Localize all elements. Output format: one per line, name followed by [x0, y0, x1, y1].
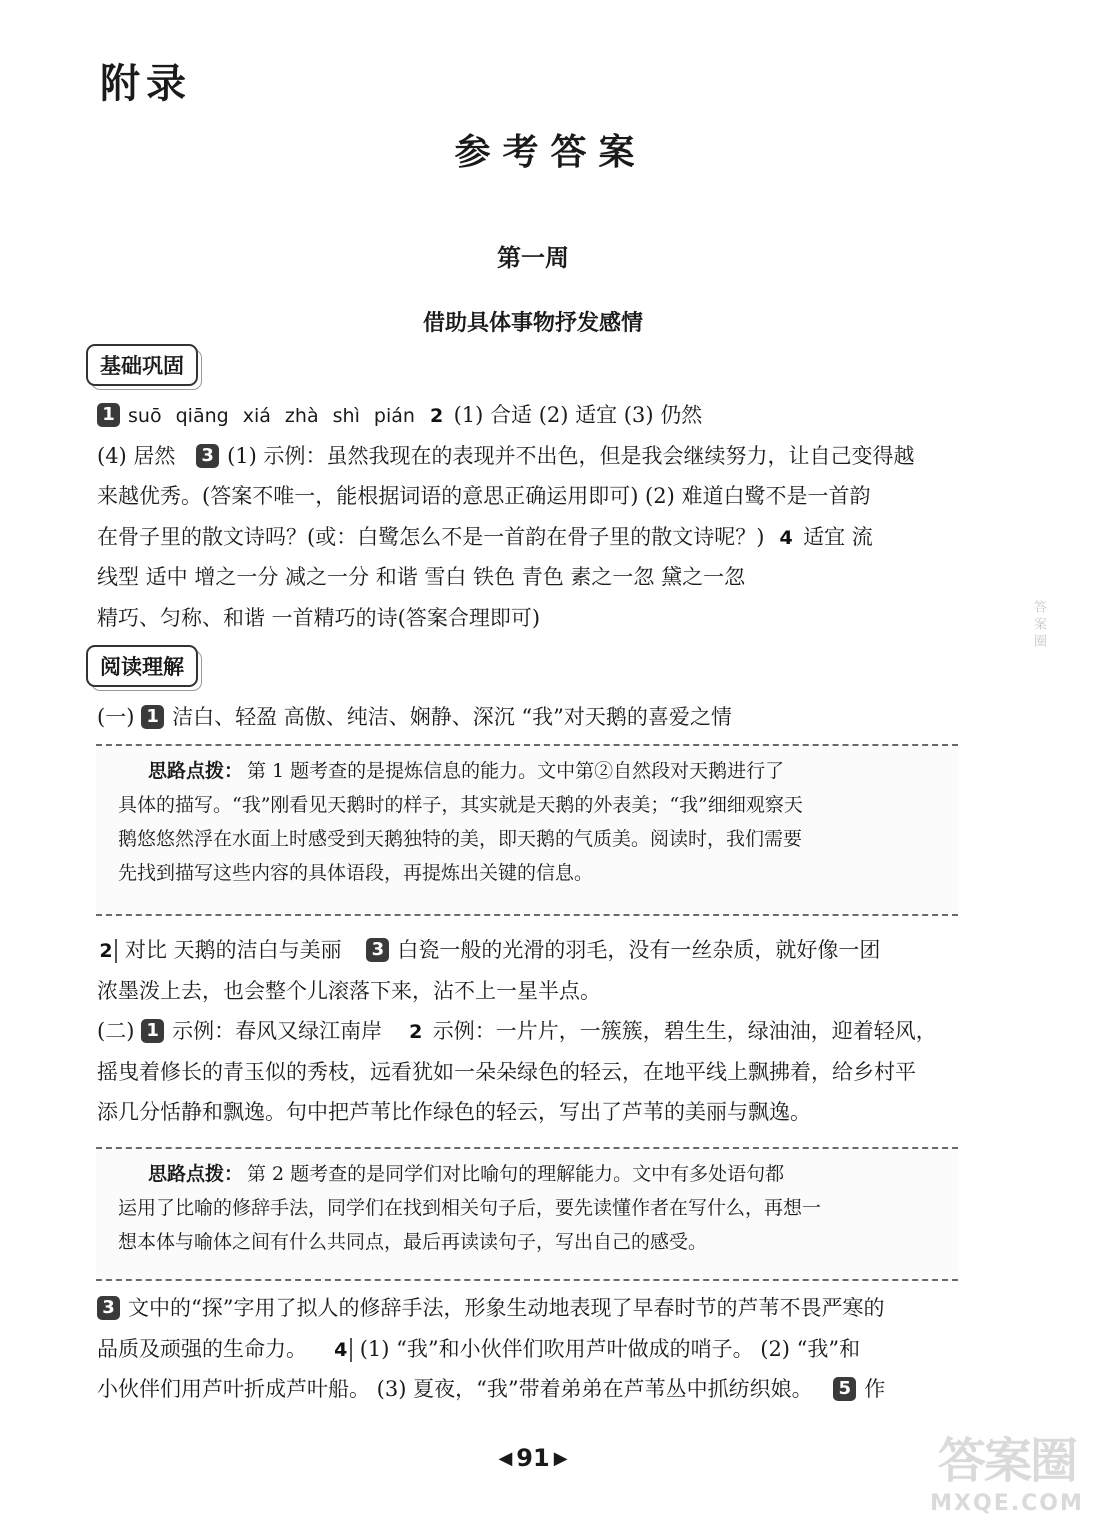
appendix-title: 附录 [100, 61, 192, 107]
question-number-badge: 3 [97, 1296, 120, 1320]
answer-line: 线型 适中 增之一分 减之一分 和谐 雪白 铁色 青色 素之一忽 黛之一忽 [97, 565, 746, 590]
section-tag-basic: 基础巩固 [86, 344, 198, 386]
answer-text: 白瓷一般的光滑的羽毛，没有一丝杂质，就好像一团 [397, 938, 881, 962]
tip-text: 第 1 题考查的是提炼信息的能力。文中第②自然段对天鹅进行了 [247, 760, 785, 782]
question-number: 2 [407, 1020, 425, 1044]
tip-line: 运用了比喻的修辞手法，同学们在找到相关句子后，要先读懂作者在写什么，再想一 [118, 1197, 822, 1219]
watermark-logo-text: 答案圈 [937, 1433, 1076, 1489]
question-number: 4 [777, 526, 795, 550]
unit-heading: 借助具体事物抒发感情 [422, 311, 643, 336]
answer-text: 作 [864, 1377, 886, 1402]
answer-line: 摇曳着修长的青玉似的秀枝，远看犹如一朵朵绿色的轻云，在地平线上飘拂着，给乡村平 [97, 1059, 916, 1084]
tip-label: 思路点拨： [148, 760, 244, 782]
question-number-badge: 1 [97, 403, 120, 427]
answer-text: 品质及顽强的生命力。 [97, 1336, 307, 1361]
question-number: 4 [332, 1338, 352, 1362]
reading-part-two-cont [97, 1288, 969, 1410]
question-number-badge: 1 [141, 705, 164, 729]
basic-answers [97, 395, 969, 639]
tip-text: 第 2 题考查的是同学们对比喻句的理解能力。文中有多处语句都 [247, 1163, 785, 1185]
margin-watermark: 答案圈 [1031, 600, 1046, 651]
answer-text: 示例：春风又绿江南岸 [172, 1019, 383, 1044]
answer-line [97, 1329, 969, 1370]
tip-box [96, 1147, 958, 1281]
tip-line: 鹅悠悠然浮在水面上时感受到天鹅独特的美，即天鹅的气质美。阅读时，我们需要 [118, 828, 803, 850]
pinyin-answer: suō qiāng xiá zhà shì pián [128, 405, 415, 427]
page-number-value: 91 [516, 1444, 550, 1472]
week-heading: 第一周 [497, 244, 569, 272]
question-number-badge: 3 [196, 444, 219, 468]
triangle-left-icon: ◀ [498, 1448, 513, 1469]
answer-line: 添几分恬静和飘逸。句中把芦苇比作绿色的轻云，写出了芦苇的美丽与飘逸。 [97, 1100, 811, 1125]
triangle-right-icon: ▶ [553, 1448, 568, 1469]
question-number-badge: 5 [833, 1377, 856, 1401]
answer-line [97, 930, 969, 971]
tip-line [118, 1157, 954, 1191]
answer-text: 对比 天鹅的洁白与美丽 [125, 938, 342, 962]
answer-line [97, 697, 969, 738]
part-label: (二) [97, 1019, 135, 1044]
page-title: 参考答案 [454, 132, 647, 173]
tip-label: 思路点拨： [148, 1163, 244, 1185]
answer-line [97, 1011, 969, 1052]
answer-text: 在骨子里的散文诗吗？(或：白鹭怎么不是一首韵在骨子里的散文诗呢？) [97, 524, 765, 549]
answer-text: (1) 示例：虽然我现在的表现并不出色，但是我会继续努力，让自己变得越 [227, 443, 915, 468]
tip-line [118, 754, 954, 788]
question-number: 2 [428, 404, 446, 428]
answer-text: (1) “我”和小伙伴们吹用芦叶做成的哨子。 (2) “我”和 [359, 1336, 861, 1361]
answer-text: 适宜 流 [803, 524, 873, 549]
answer-line [97, 436, 969, 477]
answer-text: 文中的“探”字用了拟人的修辞手法，形象生动地表现了早春时节的芦苇不畏严寒的 [128, 1296, 885, 1320]
site-watermark [918, 1432, 1096, 1528]
answer-line [97, 395, 969, 436]
tip-line: 具体的描写。“我”刚看见天鹅时的样子，其实就是天鹅的外表美；“我”细细观察天 [118, 794, 803, 816]
answer-line [97, 517, 969, 558]
answer-line: 精巧、匀称、和谐 一首精巧的诗(答案合理即可) [97, 605, 541, 630]
answer-line: 来越优秀。(答案不唯一，能根据词语的意思正确运用即可) (2) 难道白鹭不是一首韵 [97, 484, 871, 509]
watermark-domain: MXQE.COM [930, 1491, 1084, 1516]
tip-line: 想本体与喻体之间有什么共同点，最后再读读句子，写出自己的感受。 [118, 1231, 708, 1253]
page-number [0, 1444, 1066, 1472]
answer-text: (1) 合适 (2) 适宜 (3) 仍然 [453, 403, 703, 427]
section-tag-reading: 阅读理解 [86, 645, 198, 687]
question-number: 2 [97, 939, 117, 963]
answer-text: 示例：一片片，一簇簇，碧生生，绿油油，迎着轻风， [432, 1019, 937, 1044]
tip-box [96, 744, 958, 916]
question-number-badge: 1 [141, 1019, 164, 1043]
tip-line: 先找到描写这些内容的具体语段，再提炼出关键的信息。 [118, 862, 594, 884]
part-label: (一) [97, 705, 135, 729]
answer-text: 洁白、轻盈 高傲、纯洁、娴静、深沉 “我”对天鹅的喜爱之情 [172, 705, 732, 729]
reading-part-one-cont [97, 930, 969, 1133]
answer-line [97, 1369, 969, 1410]
answer-text: (4) 居然 [97, 443, 176, 468]
answer-line: 浓墨泼上去，也会整个儿滚落下来，沾不上一星半点。 [97, 978, 601, 1003]
answer-text: 小伙伴们用芦叶折成芦叶船。 (3) 夏夜，“我”带着弟弟在芦苇丛中抓纺织娘。 [97, 1377, 813, 1402]
answer-line [97, 1288, 969, 1329]
question-number-badge: 3 [366, 938, 389, 962]
reading-part-one [97, 697, 969, 738]
